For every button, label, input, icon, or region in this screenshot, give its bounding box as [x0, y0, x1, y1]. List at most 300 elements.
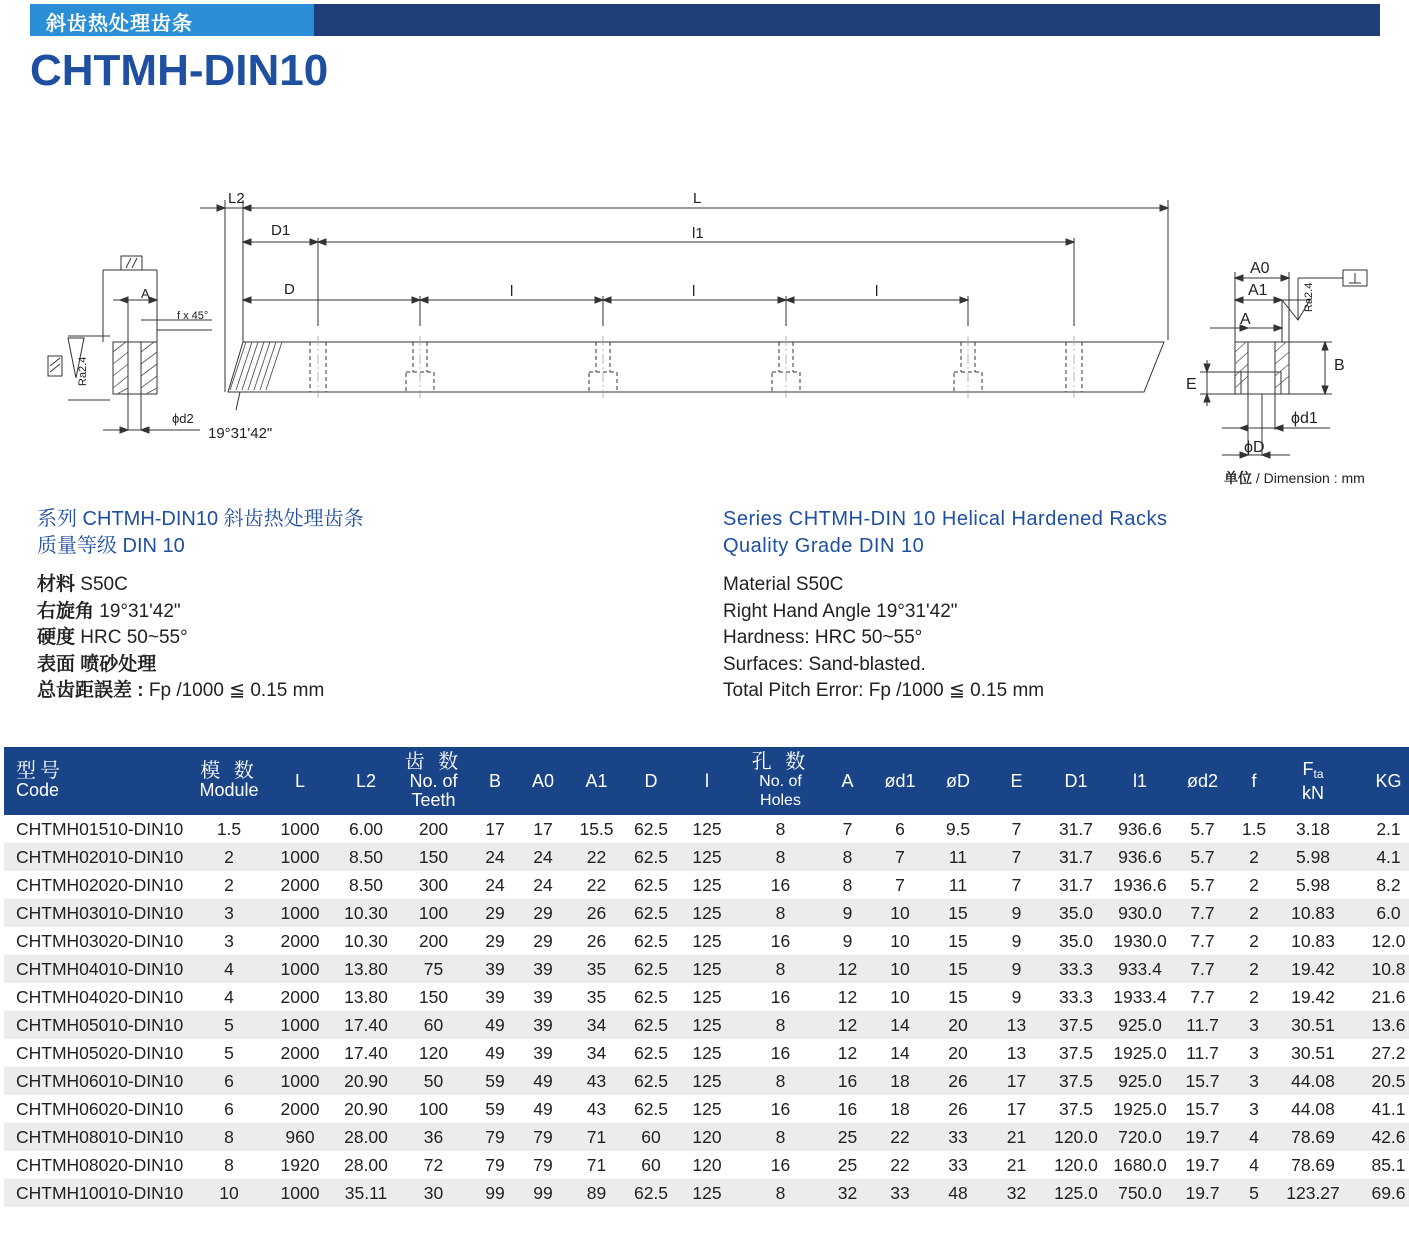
table-cell: 6 [224, 1098, 234, 1119]
table-cell: 15 [925, 955, 991, 983]
col-header-code: 型号 Code [4, 747, 191, 815]
table-cell: 8 [775, 818, 786, 839]
table-cell: 59 [468, 1067, 522, 1095]
table-header-row [4, 747, 1409, 815]
table-cell: 26 [925, 1067, 991, 1095]
table-cell: 9 [820, 899, 875, 927]
col-header-L2: L2 [333, 747, 399, 815]
table-cell-code: CHTMH08010-DIN10 [4, 1123, 191, 1151]
table-cell: 2.1 [1376, 818, 1401, 839]
table-cell: 62.5 [629, 843, 673, 871]
table-cell: 22 [586, 874, 607, 895]
table-cell: 925.0 [1110, 1011, 1170, 1039]
table-cell: 150 [399, 843, 468, 871]
table-cell: 2000 [280, 930, 320, 951]
table-cell: 60 [641, 1154, 661, 1175]
table-cell: 11 [925, 843, 991, 871]
label-D1: D1 [271, 222, 291, 239]
table-cell: 10.30 [344, 930, 388, 951]
table-cell: 16 [770, 1098, 791, 1119]
col-header-fta: $F_{ta}$ kN [1273, 747, 1353, 815]
table-cell: 960 [267, 1123, 333, 1151]
table-row [4, 927, 1409, 955]
col-header-A: A [820, 747, 875, 815]
table-cell-code: CHTMH02020-DIN10 [16, 874, 184, 895]
table-cell: 29 [522, 899, 564, 927]
table-cell: 1.5 [216, 818, 242, 839]
technical-drawing [0, 180, 1409, 480]
table-cell: 14 [890, 1042, 910, 1063]
table-cell: 5.7 [1190, 818, 1215, 839]
table-cell: 29 [485, 930, 505, 951]
table-cell: 3 [1249, 1098, 1259, 1119]
table-cell: 37.5 [1042, 1067, 1110, 1095]
table-cell: 22 [564, 843, 629, 871]
table-cell: 10 [875, 899, 925, 927]
table-row [4, 1151, 1409, 1179]
table-cell: 6.0 [1353, 899, 1409, 927]
table-cell: 8 [842, 874, 853, 895]
rack-front-view [200, 200, 1168, 410]
table-cell: 300 [418, 874, 449, 895]
table-cell: 71 [564, 1123, 629, 1151]
table-cell: 20.90 [344, 1098, 388, 1119]
table-cell: 34 [564, 1011, 629, 1039]
table-row [4, 843, 1409, 871]
table-cell: 8 [741, 843, 820, 871]
table-row [4, 1179, 1409, 1207]
table-cell: 31.7 [1058, 874, 1094, 895]
table-cell: 17 [991, 1067, 1042, 1095]
table-cell: 2 [1249, 930, 1259, 951]
table-cell-code: CHTMH08020-DIN10 [16, 1154, 184, 1175]
table-cell: 8 [224, 1154, 234, 1175]
table-cell: 933.4 [1110, 955, 1170, 983]
table-cell: 26 [948, 1098, 968, 1119]
label-l-1: l [510, 283, 514, 300]
table-cell: 16 [837, 1098, 858, 1119]
table-cell: 35 [564, 955, 629, 983]
col-header-KG: KG [1353, 747, 1409, 815]
table-cell: 35 [586, 986, 607, 1007]
table-cell: 1933.4 [1113, 986, 1167, 1007]
table-cell: 14 [875, 1011, 925, 1039]
table-cell: 39 [533, 986, 553, 1007]
table-row [4, 871, 1409, 899]
col-header-E: E [991, 747, 1042, 815]
table-cell: 19.7 [1185, 1154, 1220, 1175]
col-header-teeth: 齿 数 No. of Teeth [399, 747, 468, 815]
table-cell: 15 [948, 986, 968, 1007]
table-cell: 62.5 [629, 1067, 673, 1095]
table-cell: 8 [820, 843, 875, 871]
label-Ra-left: Ra2.4 [77, 356, 89, 386]
table-cell: 49 [468, 1011, 522, 1039]
table-cell: 125.0 [1042, 1179, 1110, 1207]
series-title-cn: 系列 CHTMH-DIN10 斜齿热处理齿条 [37, 508, 364, 530]
table-cell: 1000 [267, 955, 333, 983]
table-cell: 5.98 [1295, 874, 1331, 895]
table-cell: 32 [820, 1179, 875, 1207]
prop-surface-cn: 表面 喷砂处理 [37, 653, 157, 675]
table-cell: 750.0 [1110, 1179, 1170, 1207]
table-cell: 36 [399, 1123, 468, 1151]
table-cell-code: CHTMH02010-DIN10 [4, 843, 191, 871]
label-l1: l1 [692, 225, 704, 242]
label-A1: A1 [1248, 282, 1268, 299]
prop-hardness-en: Hardness: HRC 50~55° [723, 627, 923, 648]
table-cell: 71 [586, 1154, 607, 1175]
label-L: L [693, 190, 702, 207]
table-cell: 62.5 [633, 1042, 669, 1063]
table-row [4, 1067, 1409, 1095]
table-cell: 21.6 [1371, 986, 1406, 1007]
table-cell: 30.51 [1291, 1042, 1335, 1063]
col-header-phiD: øD [925, 747, 991, 815]
table-cell: 10 [890, 930, 910, 951]
table-cell: 5 [224, 1042, 234, 1063]
table-cell: 7.7 [1170, 899, 1235, 927]
table-cell: 1000 [267, 1179, 333, 1207]
table-cell: 8 [741, 1179, 820, 1207]
unit-note-en: / Dimension : mm [1252, 470, 1365, 486]
table-cell: 3 [191, 899, 267, 927]
table-cell: 9 [991, 955, 1042, 983]
label-D: D [284, 281, 295, 298]
table-cell: 3 [1235, 1067, 1273, 1095]
col-header-holes: 孔 数 No. of Holes [741, 747, 820, 815]
label-d1: ϕd1 [1291, 410, 1318, 427]
table-cell: 16 [770, 1154, 791, 1175]
prop-material-en: Material S50C [723, 574, 844, 595]
table-cell: 39 [522, 1011, 564, 1039]
table-cell: 11.7 [1170, 1011, 1235, 1039]
table-cell: 8 [741, 1123, 820, 1151]
table-cell: 49 [485, 1042, 505, 1063]
prop-pitch-error-en: Total Pitch Error: Fp /1000 ≦ 0.15 mm [723, 680, 1045, 701]
table-cell: 125 [692, 874, 722, 895]
table-cell: 4 [1235, 1123, 1273, 1151]
label-E: E [1186, 376, 1197, 393]
table-cell: 62.5 [629, 899, 673, 927]
table-cell: 1920 [280, 1154, 320, 1175]
col-header-D1: D1 [1042, 747, 1110, 815]
table-row [4, 1039, 1409, 1067]
table-row [4, 983, 1409, 1011]
table-cell: 10.30 [333, 899, 399, 927]
table-cell: 2000 [280, 986, 320, 1007]
table-cell: 79 [468, 1123, 522, 1151]
table-cell: 3 [1235, 1011, 1273, 1039]
table-cell: 33.3 [1042, 955, 1110, 983]
table-cell: 37.5 [1058, 1098, 1094, 1119]
table-cell: 37.5 [1058, 1042, 1094, 1063]
prop-material-cn: 材料 S50C [37, 574, 128, 595]
table-cell: 125 [673, 1011, 741, 1039]
page-title: CHTMH-DIN10 [30, 46, 329, 95]
table-cell: 49 [533, 1098, 553, 1119]
table-cell: 123.27 [1273, 1179, 1353, 1207]
col-header-A1: A1 [564, 747, 629, 815]
table-cell: 39 [533, 1042, 553, 1063]
table-cell: 20.90 [333, 1067, 399, 1095]
table-cell: 34 [586, 1042, 607, 1063]
label-d2: ϕd2 [172, 411, 194, 426]
table-cell: 99 [468, 1179, 522, 1207]
table-cell: 1000 [280, 818, 320, 839]
table-cell: 13 [991, 1011, 1042, 1039]
series-title-en: Series CHTMH-DIN 10 Helical Hardened Racks [723, 508, 1168, 530]
table-cell: 2000 [280, 1098, 320, 1119]
table-cell: 1680.0 [1113, 1154, 1167, 1175]
table-cell: 2000 [280, 874, 320, 895]
table-cell: 120 [692, 1154, 722, 1175]
table-cell: 62.5 [633, 1098, 669, 1119]
table-cell: 60 [629, 1123, 673, 1151]
table-cell: 13.6 [1353, 1011, 1409, 1039]
table-cell: 5 [1235, 1179, 1273, 1207]
label-L2: L2 [228, 190, 245, 207]
table-cell: 24 [468, 843, 522, 871]
table-cell: 8 [191, 1123, 267, 1151]
label-l-3: l [875, 283, 879, 300]
table-cell: 2 [224, 874, 234, 895]
table-row [4, 1095, 1409, 1123]
table-cell: 24 [522, 843, 564, 871]
table-cell: 72 [423, 1154, 444, 1175]
table-cell: 39 [468, 955, 522, 983]
col-header-l1: l1 [1110, 747, 1170, 815]
table-cell: 43 [564, 1067, 629, 1095]
table-cell-code: CHTMH06010-DIN10 [4, 1067, 191, 1095]
table-cell: 200 [418, 818, 449, 839]
table-cell: 78.69 [1273, 1123, 1353, 1151]
table-cell: 8.2 [1376, 874, 1401, 895]
table-cell: 62.5 [629, 1011, 673, 1039]
table-cell: 4 [224, 986, 234, 1007]
table-cell: 12 [820, 955, 875, 983]
table-cell: 15 [925, 899, 991, 927]
label-A0: A0 [1250, 260, 1270, 277]
table-cell: 7 [875, 843, 925, 871]
table-cell: 125 [673, 955, 741, 983]
table-cell: 12 [820, 1011, 875, 1039]
table-cell: 7 [991, 843, 1042, 871]
table-cell: 44.08 [1291, 1098, 1335, 1119]
table-cell: 30 [399, 1179, 468, 1207]
spec-block-cn [37, 506, 364, 705]
prop-surface-en: Surfaces: Sand-blasted. [723, 653, 926, 675]
header-tab-label: 斜齿热处理齿条 [46, 13, 193, 35]
table-cell: 27.2 [1371, 1042, 1406, 1063]
table-cell: 125 [692, 1098, 722, 1119]
table-cell: 79 [533, 1154, 553, 1175]
table-cell: 10 [875, 955, 925, 983]
quality-grade-cn: 质量等级 DIN 10 [37, 535, 185, 557]
table-cell: 49 [522, 1067, 564, 1095]
table-cell: 59 [485, 1098, 505, 1119]
table-cell: 19.42 [1291, 986, 1335, 1007]
table-cell: 200 [418, 930, 449, 951]
table-cell: 8 [741, 1067, 820, 1095]
table-cell: 1936.6 [1113, 874, 1167, 895]
table-cell: 1925.0 [1113, 1098, 1167, 1119]
label-A-right: A [1240, 311, 1251, 328]
table-cell: 29 [533, 930, 553, 951]
table-cell: 2 [191, 843, 267, 871]
prop-pitch-error-cn: 总齿距誤差 : Fp /1000 ≦ 0.15 mm [37, 680, 325, 701]
table-cell: 1930.0 [1113, 930, 1167, 951]
table-cell: 79 [522, 1123, 564, 1151]
table-cell: 19.42 [1273, 955, 1353, 983]
table-cell: 15.7 [1170, 1067, 1235, 1095]
table-cell: 6 [895, 818, 905, 839]
table-cell: 6.00 [348, 818, 384, 839]
col-header-B: B [468, 747, 522, 815]
col-header-module: 模 数 Module [191, 747, 267, 815]
table-cell: 3 [1249, 1042, 1259, 1063]
table-cell: 75 [399, 955, 468, 983]
table-cell: 150 [418, 986, 449, 1007]
table-cell: 19.7 [1170, 1179, 1235, 1207]
table-cell: 936.6 [1110, 843, 1170, 871]
table-cell: 3 [224, 930, 234, 951]
table-cell-code: CHTMH05010-DIN10 [4, 1011, 191, 1039]
table-cell: 44.08 [1273, 1067, 1353, 1095]
table-cell: 21 [1006, 1154, 1027, 1175]
prop-angle-en: Right Hand Angle 19°31'42" [723, 600, 958, 622]
table-cell: 930.0 [1110, 899, 1170, 927]
table-cell: 24 [533, 874, 553, 895]
table-cell: 99 [522, 1179, 564, 1207]
table-cell: 62.5 [629, 1179, 673, 1207]
col-header-f: f [1235, 747, 1273, 815]
table-cell: 125 [673, 843, 741, 871]
table-cell: 39 [485, 986, 505, 1007]
prop-angle-cn: 右旋角 19°31'42" [37, 600, 181, 622]
table-cell: 12 [837, 986, 858, 1007]
table-cell: 18 [875, 1067, 925, 1095]
table-cell: 13.80 [333, 955, 399, 983]
table-cell: 4 [191, 955, 267, 983]
table-cell: 3.18 [1295, 818, 1331, 839]
table-cell: 7 [1011, 874, 1022, 895]
table-cell: 2 [1249, 874, 1259, 895]
table-cell: 15 [948, 930, 968, 951]
table-cell: 37.5 [1042, 1011, 1110, 1039]
table-cell-code: CHTMH04020-DIN10 [16, 986, 184, 1007]
table-cell: 2000 [280, 1042, 320, 1063]
table-cell: 5.7 [1190, 874, 1215, 895]
table-cell: 35.0 [1058, 930, 1094, 951]
left-section-view [48, 256, 212, 433]
col-header-d1: ød1 [875, 747, 925, 815]
table-cell: 16 [770, 1042, 791, 1063]
table-cell: 9 [991, 899, 1042, 927]
table-cell: 1000 [267, 843, 333, 871]
table-cell: 48 [925, 1179, 991, 1207]
spec-table [4, 747, 1409, 1207]
table-body [4, 815, 1409, 1207]
col-header-l: l [673, 747, 741, 815]
table-cell-code: CHTMH10010-DIN10 [4, 1179, 191, 1207]
table-row [4, 815, 1409, 843]
table-cell: 120 [673, 1123, 741, 1151]
table-cell: 10.83 [1273, 899, 1353, 927]
table-row [4, 1123, 1409, 1151]
table-cell: 62.5 [633, 986, 669, 1007]
table-cell: 10.8 [1353, 955, 1409, 983]
table-cell-code: CHTMH06020-DIN10 [16, 1098, 184, 1119]
table-cell: 15.7 [1185, 1098, 1220, 1119]
table-cell: 2 [1249, 986, 1259, 1007]
table-cell: 8 [741, 955, 820, 983]
table-cell: 26 [564, 899, 629, 927]
table-cell: 7 [895, 874, 905, 895]
table-cell: 42.6 [1353, 1123, 1409, 1151]
col-header-D: D [629, 747, 673, 815]
table-cell: 26 [586, 930, 607, 951]
table-cell: 7 [1011, 818, 1022, 839]
table-cell: 9 [1011, 986, 1022, 1007]
table-cell: 100 [418, 1098, 449, 1119]
table-cell-code: CHTMH05020-DIN10 [16, 1042, 184, 1063]
table-cell: 1000 [267, 899, 333, 927]
table-cell: 8 [741, 1011, 820, 1039]
table-cell: 16 [770, 874, 791, 895]
table-cell: 12 [837, 1042, 858, 1063]
table-cell: 1.5 [1241, 818, 1267, 839]
table-cell: 15.5 [579, 818, 614, 839]
table-cell: 4 [1249, 1154, 1259, 1175]
table-cell: 5.98 [1273, 843, 1353, 871]
table-cell: 78.69 [1291, 1154, 1335, 1175]
header-tab [30, 4, 314, 36]
table-cell: 5 [191, 1011, 267, 1039]
table-cell: 8 [741, 899, 820, 927]
table-cell: 9.5 [945, 818, 971, 839]
table-row [4, 955, 1409, 983]
label-Ra-right: Ra2.4 [1303, 282, 1315, 312]
table-cell: 17.40 [344, 1042, 388, 1063]
table-cell: 85.1 [1371, 1154, 1406, 1175]
label-A-left: A [141, 286, 150, 301]
table-cell: 18 [890, 1098, 910, 1119]
table-cell: 35.0 [1042, 899, 1110, 927]
table-cell: 33 [925, 1123, 991, 1151]
table-cell: 19.7 [1170, 1123, 1235, 1151]
col-header-L: L [267, 747, 333, 815]
table-cell: 30.51 [1273, 1011, 1353, 1039]
table-cell: 35.11 [333, 1179, 399, 1207]
table-cell: 9 [842, 930, 853, 951]
table-cell: 125 [692, 818, 722, 839]
table-cell: 43 [586, 1098, 607, 1119]
table-cell: 33.3 [1058, 986, 1094, 1007]
table-cell: 25 [820, 1123, 875, 1151]
table-cell: 22 [875, 1123, 925, 1151]
table-cell: 8.50 [333, 843, 399, 871]
table-cell: 125 [692, 986, 722, 1007]
table-cell: 1000 [267, 1011, 333, 1039]
table-cell: 8.50 [348, 874, 384, 895]
table-cell: 33 [875, 1179, 925, 1207]
table-cell: 7 [842, 818, 853, 839]
spec-block-en [723, 506, 1167, 705]
table-cell: 21 [991, 1123, 1042, 1151]
table-cell: 125 [673, 899, 741, 927]
table-cell: 10 [890, 986, 910, 1007]
